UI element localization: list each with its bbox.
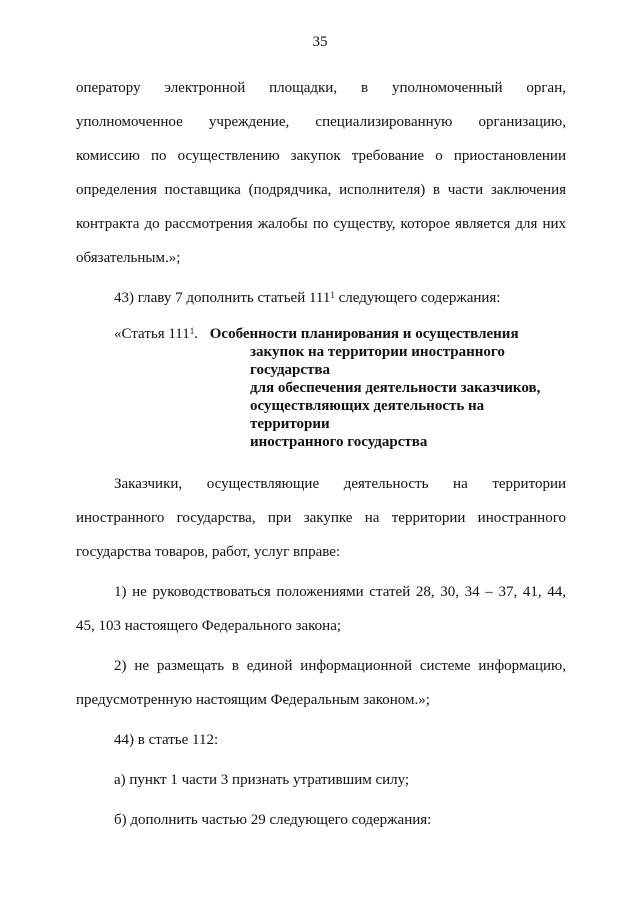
item-b: б) дополнить частью 29 следующего содержания: xyxy=(114,812,432,828)
page-number: 35 xyxy=(312,34,328,50)
document-body xyxy=(76,71,566,837)
item-a: а) пункт 1 части 3 признать утратившим силу; xyxy=(114,772,410,788)
article-number: «Статья $111^1$. xyxy=(114,326,198,342)
text-line: оператору электронной площадки, в уполномоченный орган, xyxy=(76,80,566,96)
article-title-line: для обеспечения деятельности заказчиков, xyxy=(250,380,541,396)
article-title-line: Особенности планирования и осуществления xyxy=(209,326,519,342)
item-2-line: 2) не размещать в единой информационной системе информацию, xyxy=(114,658,566,674)
text-line: контракта до рассмотрения жалобы по существу, которое является для них xyxy=(76,216,566,232)
text-line: обязательным.»; xyxy=(76,250,181,266)
article-title-line: иностранного государства xyxy=(250,434,428,450)
item-43: 43) главу 7 дополнить статьей $111^1$ следующего содержания: xyxy=(114,290,501,306)
item-44: 44) в статье 112: xyxy=(114,732,219,748)
text-line: уполномоченное учреждение, специализированную организацию, xyxy=(76,114,566,130)
text-line: определения поставщика (подрядчика, исполнителя) в части заключения xyxy=(76,182,566,198)
article-title-line: осуществляющих деятельность на территории xyxy=(250,398,485,432)
item-2-line: предусмотренную настоящим Федеральным законом.»; xyxy=(76,692,430,708)
text-line: государства товаров, работ, услуг вправе: xyxy=(76,544,341,560)
article-title-line: закупок на территории иностранного государства xyxy=(250,344,505,378)
article-heading xyxy=(114,325,566,451)
text-line: Заказчики, осуществляющие деятельность на территории xyxy=(114,476,566,492)
text-line: комиссию по осуществлению закупок требование о приостановлении xyxy=(76,148,566,164)
text-line: иностранного государства, при закупке на территории иностранного xyxy=(76,510,566,526)
item-1-line: 1) не руководствоваться положениями статей 28, 30, 34 – 37, 41, 44, xyxy=(114,584,566,600)
item-1-line: 45, 103 настоящего Федерального закона; xyxy=(76,618,342,634)
